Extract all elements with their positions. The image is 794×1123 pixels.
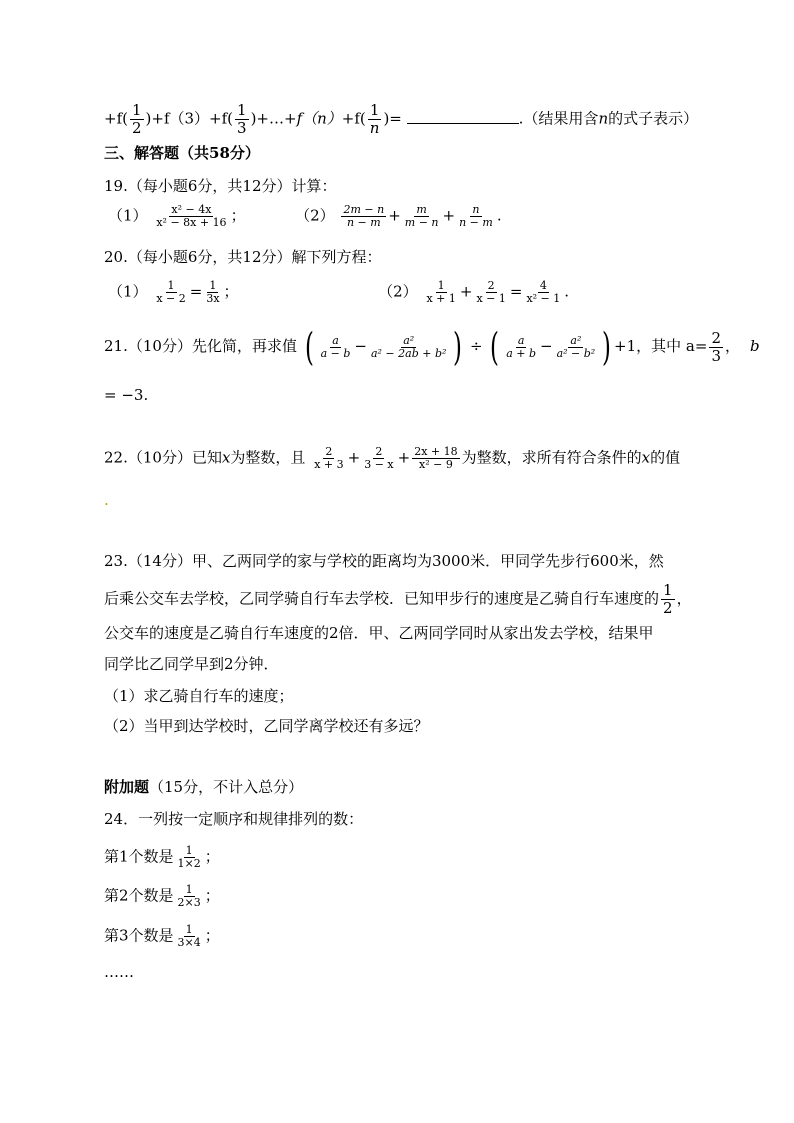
q23-line1: 23.（14分）甲、乙两同学的家与学校的距离均为3000米．甲同学先步行600米，然	[104, 552, 664, 570]
q20-p2-frac-b: $\frac{2}{x - 1}$	[476, 279, 506, 305]
q19-p2-frac-1: $\frac{2m - n}{n - m}$	[343, 203, 385, 229]
q21-frac-d: $\frac{\text{a²}}{\text{a² − b²}}$	[556, 333, 596, 360]
q19-p2-frac-3: $\frac{n}{n - m}$	[459, 203, 493, 229]
q23-line4: 同学比乙同学早到2分钟．	[104, 655, 279, 673]
q19-parts: （1） $\frac{\text{x² − 4x}}{\text{x² − 8x + 16}}$ ； （2） $\frac{2m - n}{n - m}$ + $\frac{m}{m - n}$ + $\frac{n}{n - m}$ .	[108, 203, 502, 229]
q19-stem: 19.（每小题6分，共12分）计算：	[104, 177, 337, 195]
extra-title: 附加题（15分，不计入总分）	[104, 778, 304, 796]
q24-frac-1: $\frac{1}{1\times 2}$	[177, 844, 201, 870]
q24-frac-2: $\frac{1}{2\times 3}$	[177, 883, 201, 909]
section-title: 三、解答题（共58分）	[104, 144, 260, 162]
q18-line: +f( $\frac{1}{2}$ )+f（3）+f( $\frac{1}{3}$ )+…+f（n）+f( $\frac{1}{n}$ )= .（结果用含n的式子表示）	[104, 101, 699, 137]
q20-p2-frac-c: $\frac{4}{\text{x² − 1}}$	[526, 279, 561, 305]
q19-p1-frac: $\frac{\text{x² − 4x}}{\text{x² − 8x + 16}}$	[156, 203, 227, 229]
q24-frac-3: $\frac{1}{3\times 4}$	[177, 923, 201, 949]
q20-p1-frac-l: $\frac{1}{x - 2}$	[156, 279, 186, 305]
q20-p1-frac-r: $\frac{1}{3x}$	[206, 279, 220, 305]
q21-line2: = −3.	[104, 386, 149, 404]
q23-part2: （2）当甲到达学校时，乙同学离学校还有多远？	[104, 717, 429, 735]
q22-frac-c: $\frac{2x + 18}{\text{x² − 9}}$	[414, 445, 458, 471]
q20-stem: 20.（每小题6分，共12分）解下列方程：	[104, 248, 382, 266]
q22-frac-a: $\frac{2}{x + 3}$	[314, 445, 344, 471]
q23-line2: 后乘公交车去学校，乙同学骑自行车去学校．已知甲步行的速度是乙骑自行车速度的 $\frac{1}{2}$ ，	[104, 581, 692, 617]
q20-parts: （1） $\frac{1}{x - 2}$ = $\frac{1}{3x}$ ； （2） $\frac{1}{x + 1}$ + $\frac{2}{x - 1}$ = $\frac{4}{\text{x² − 1}}$ .	[108, 279, 570, 305]
q18-frac-2: $\frac{1}{3}$	[237, 101, 247, 137]
q18-text: +f(	[104, 109, 128, 128]
q23-half: $\frac{1}{2}$	[663, 581, 673, 617]
q21-frac-b: $\frac{\text{a²}}{\text{a² − 2ab + b²}}$	[370, 333, 447, 360]
q24-item-3: 第3个数是 $\frac{1}{3\times 4}$ ；	[104, 923, 220, 949]
q24-stem: 24．一列按一定顺序和规律排列的数：	[104, 810, 364, 828]
q24-item-2: 第2个数是 $\frac{1}{2\times 3}$ ；	[104, 883, 220, 909]
q18-frac-1: $\frac{1}{2}$	[131, 101, 142, 137]
q21-frac-a: $\frac{a}{a - b}$	[320, 333, 351, 360]
q18-frac-3: $\frac{1}{n}$	[369, 101, 380, 137]
q19-p2-frac-2: $\frac{m}{m - n}$	[404, 203, 439, 229]
q24-ellipsis: ……	[104, 963, 134, 981]
answer-blank[interactable]	[407, 109, 497, 124]
q22-line2: .	[104, 491, 109, 509]
answer-blank-tail	[497, 109, 519, 124]
q21-line: 21.（10分）先化简，再求值 ( $\frac{a}{a - b}$ − $\frac{\text{a²}}{\text{a² − 2ab + b²}}$ ) ÷ ( $\frac{a}{a + b}$ − $\frac{\text{a²}}{\text{a² − b²}}$ ) +1，其中 a= $\frac{2}{3}$ ， b	[104, 325, 760, 369]
q22-frac-b: $\frac{2}{3 - x}$	[364, 445, 394, 471]
q23-line3: 公交车的速度是乙骑自行车速度的2倍．甲、乙两同学同时从家出发去学校，结果甲	[104, 624, 654, 642]
q23-part1: （1）求乙骑自行车的速度；	[104, 687, 294, 705]
q22-line: 22.（10分）已知x为整数，且 $\frac{2}{x + 3}$ + $\frac{2}{3 - x}$ + $\frac{2x + 18}{\text{x² − 9}}$ 为整数，求所有符合条件的x的值	[104, 445, 681, 471]
q21-frac-c: $\frac{a}{a + b}$	[506, 333, 536, 360]
q20-p2-frac-a: $\frac{1}{x + 1}$	[426, 279, 456, 305]
q21-a-value: $\frac{2}{3}$	[711, 328, 721, 365]
q24-item-1: 第1个数是 $\frac{1}{1\times 2}$ ；	[104, 844, 220, 870]
